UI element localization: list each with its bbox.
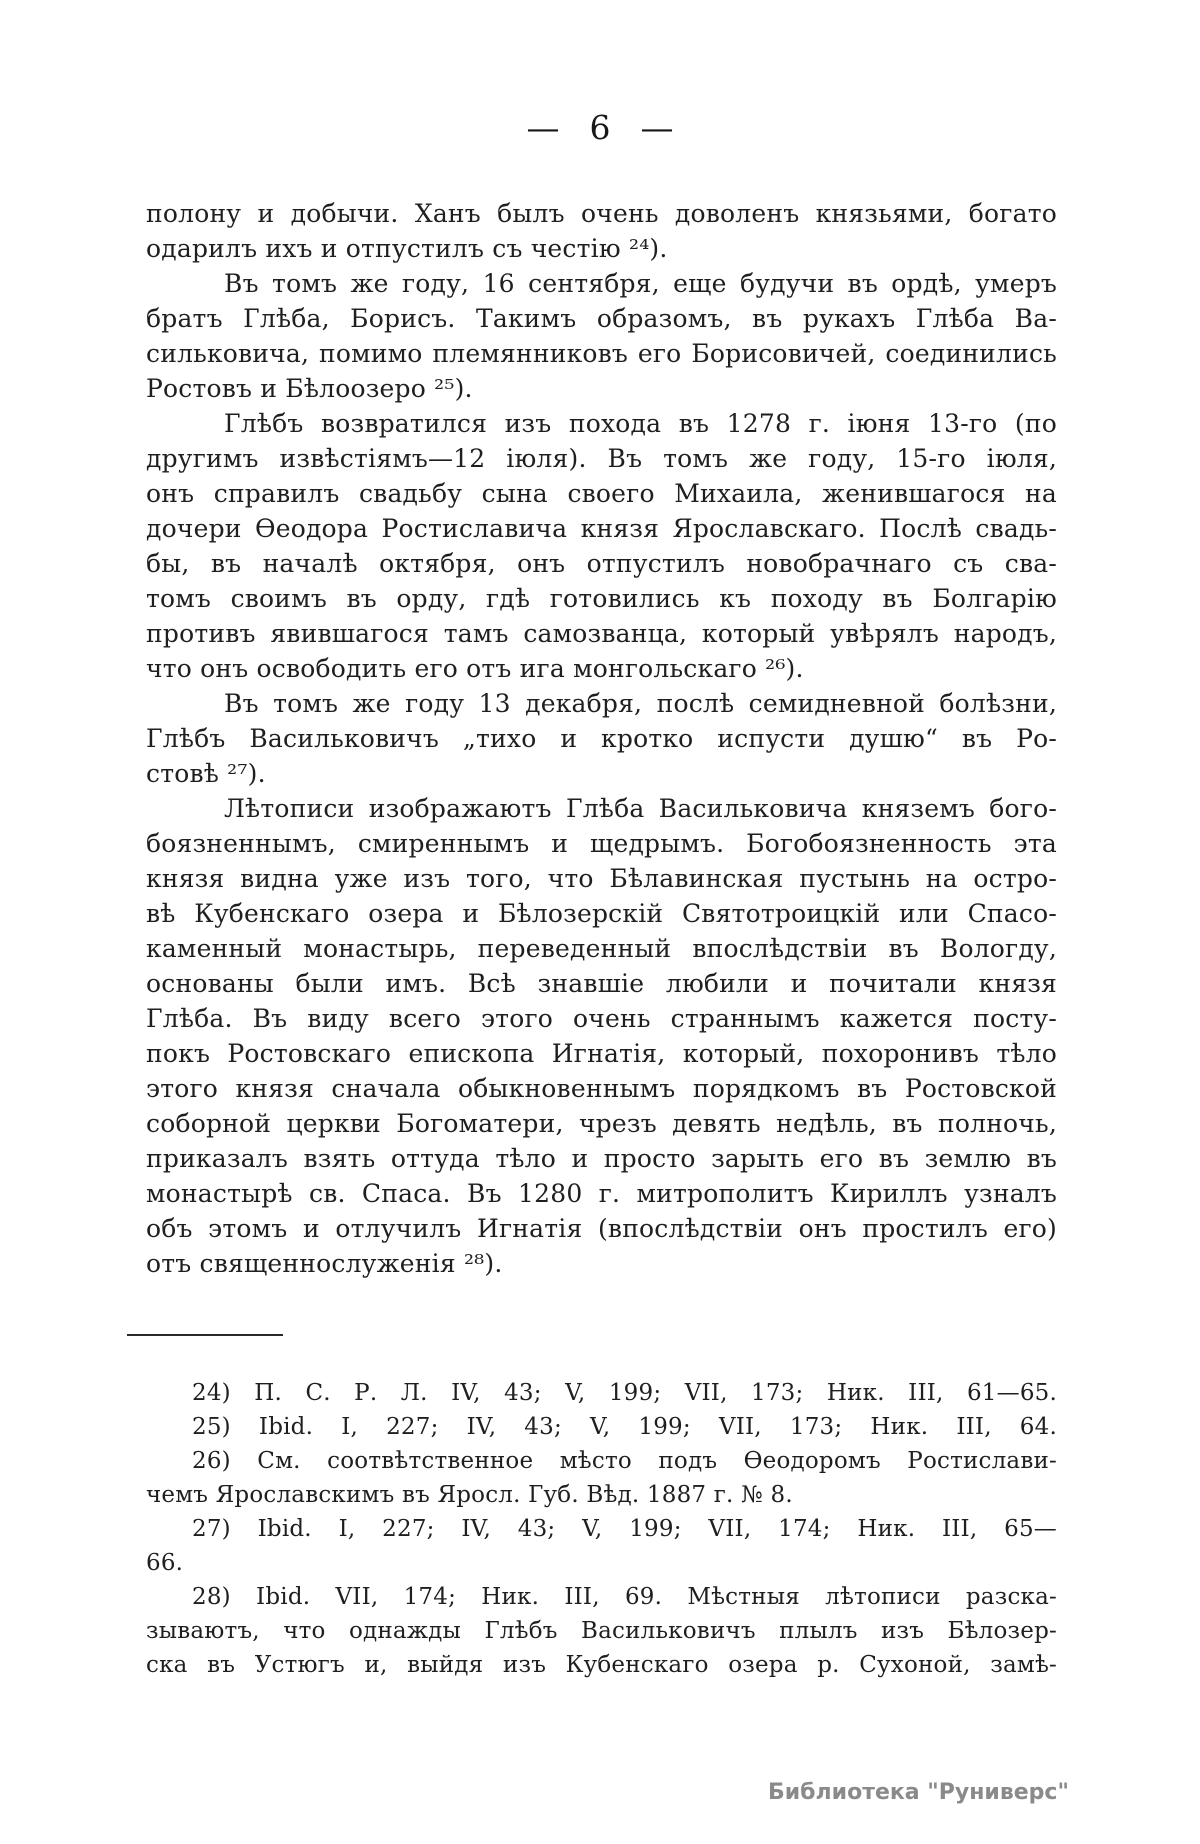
footnote-line: 24) П. С. Р. Л. IV, 43; V, 199; VII, 173; Ник. III, 61—65. [192, 1380, 1057, 1406]
page-number-right-dash: — [640, 108, 674, 147]
text-line: томъ своимъ въ орду, гдѣ готовились къ походу въ Болгарію [146, 584, 1057, 613]
text-line: князя видна уже изъ того, что Бѣлавинская пустынь на остро- [146, 864, 1057, 893]
text-line: Глѣбъ Васильковичъ „тихо и кротко испусти душю“ въ Ро- [146, 724, 1057, 753]
text-line: дочери Ѳеодора Ростиславича князя Ярославскаго. Послѣ свадь- [146, 514, 1057, 543]
footnote-line: чемъ Ярославскимъ въ Яросл. Губ. Вѣд. 1887 г. № 8. [146, 1482, 793, 1508]
text-line: бы, въ началѣ октября, онъ отпустилъ новобрачнаго съ сва- [146, 549, 1057, 578]
text-line: Ростовъ и Бѣлоозеро ²⁵). [146, 374, 473, 403]
text-line: что онъ освободить его отъ ига монгольскаго ²⁶). [146, 654, 804, 683]
text-line: Въ томъ же году 13 декабря, послѣ семидневной болѣзни, [224, 689, 1057, 718]
text-line: вѣ Кубенскаго озера и Бѣлозерскій Святотроицкій или Спасо- [146, 899, 1057, 928]
main-text-block [146, 196, 1057, 1281]
text-line: покъ Ростовскаго епископа Игнатія, который, похоронивъ тѣло [146, 1039, 1057, 1068]
text-line: полону и добычи. Ханъ былъ очень доволенъ князьями, богато [146, 199, 1057, 228]
page-number [0, 108, 1200, 147]
footnote-line: 26) См. соотвѣтственное мѣсто подъ Ѳеодоромъ Ростислави- [192, 1448, 1057, 1474]
footnote-line: зываютъ, что однажды Глѣбъ Васильковичъ плылъ изъ Бѣлозер- [146, 1618, 1057, 1644]
page-number-left-dash: — [526, 108, 560, 147]
text-line: Глѣбъ возвратился изъ похода въ 1278 г. іюня 13-го (по [224, 409, 1057, 438]
text-line: одарилъ ихъ и отпустилъ съ честію ²⁴). [146, 234, 668, 263]
text-line: монастырѣ св. Спаса. Въ 1280 г. митрополитъ Кириллъ узналъ [146, 1179, 1057, 1208]
text-line: этого князя сначала обыкновеннымъ порядкомъ въ Ростовской [146, 1074, 1057, 1103]
text-line: соборной церкви Богоматери, чрезъ девять недѣль, въ полночь, [146, 1109, 1057, 1138]
text-line: братъ Глѣба, Борисъ. Такимъ образомъ, въ рукахъ Глѣба Ва- [146, 304, 1057, 333]
text-line: приказалъ взять оттуда тѣло и просто зарыть его въ землю въ [146, 1144, 1057, 1173]
text-line: боязненнымъ, смиреннымъ и щедрымъ. Богобоязненность эта [146, 829, 1057, 858]
footnote-separator-rule [127, 1334, 283, 1336]
text-line: Глѣба. Въ виду всего этого очень страннымъ кажется посту- [146, 1004, 1057, 1033]
watermark-text: Библиотека "Руниверс" [768, 1780, 1069, 1805]
footnote-line: 28) Ibid. VII, 174; Ник. III, 69. Мѣстныя лѣтописи разска- [192, 1584, 1057, 1610]
footnote-line: 25) Ibid. I, 227; IV, 43; V, 199; VII, 173; Ник. III, 64. [192, 1414, 1057, 1440]
page-number-value: 6 [589, 108, 611, 147]
text-line: Лѣтописи изображаютъ Глѣба Васильковича княземъ бого- [224, 794, 1057, 823]
text-line: каменный монастырь, переведенный впослѣдствіи въ Вологду, [146, 934, 1057, 963]
footnotes-block [146, 1376, 1057, 1682]
text-line: онъ справилъ свадьбу сына своего Михаила, женившагося на [146, 479, 1057, 508]
text-line: сильковича, помимо племянниковъ его Борисовичей, соединились [146, 339, 1057, 368]
footnote-line: 66. [146, 1550, 184, 1576]
text-line: объ этомъ и отлучилъ Игнатія (впослѣдствіи онъ простилъ его) [146, 1214, 1057, 1243]
text-line: основаны были имъ. Всѣ знавшіе любили и почитали князя [146, 969, 1057, 998]
text-line: другимъ извѣстіямъ—12 іюля). Въ томъ же году, 15-го іюля, [146, 444, 1057, 473]
footnote-line: ска въ Устюгъ и, выйдя изъ Кубенскаго озера р. Сухоной, замѣ- [146, 1652, 1057, 1678]
text-line: Въ томъ же году, 16 сентября, еще будучи въ ордѣ, умеръ [224, 269, 1057, 298]
footnote-line: 27) Ibid. I, 227; IV, 43; V, 199; VII, 174; Ник. III, 65— [192, 1516, 1057, 1542]
text-line: отъ священнослуженія ²⁸). [146, 1249, 503, 1278]
text-line: стовѣ ²⁷). [146, 759, 266, 788]
text-line: противъ явившагося тамъ самозванца, который увѣрялъ народъ, [146, 619, 1057, 648]
